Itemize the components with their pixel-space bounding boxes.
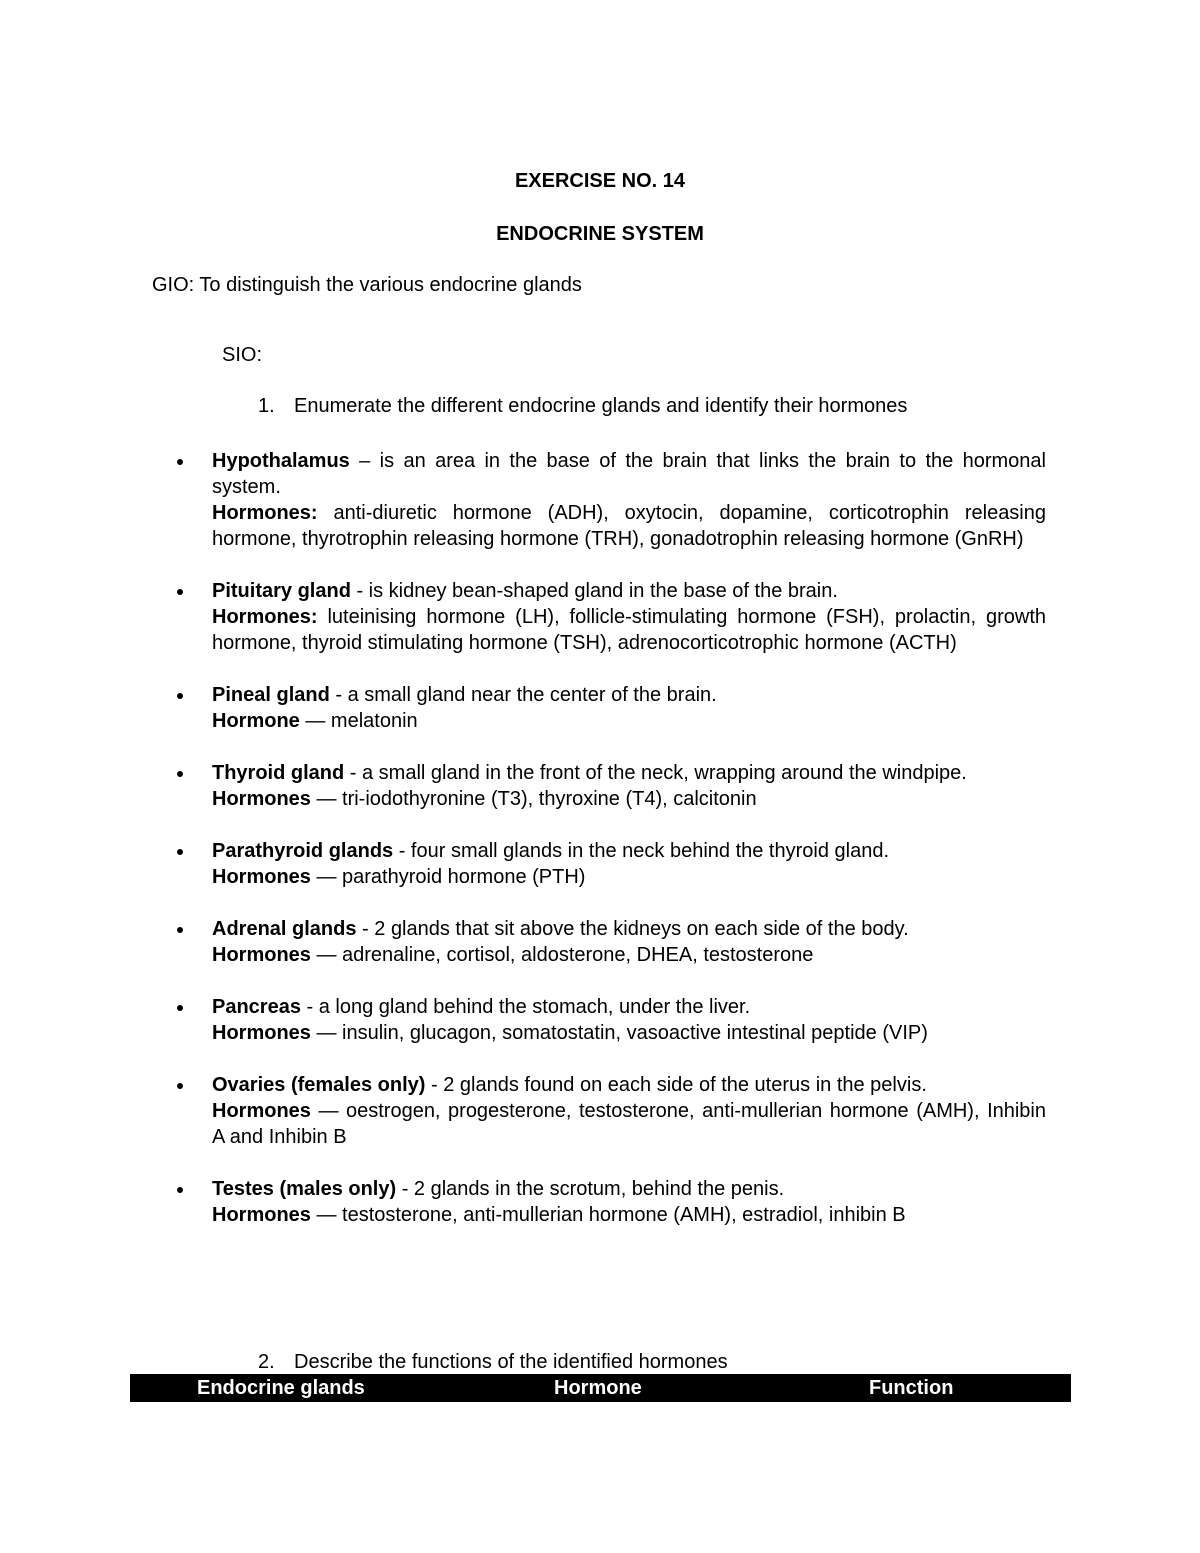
gland-name: Ovaries (females only) <box>212 1074 426 1096</box>
objective-text: Enumerate the different endocrine glands and identify their hormones <box>294 395 908 417</box>
hormone-label: Hormones: <box>212 606 318 628</box>
objective-item <box>258 1349 728 1375</box>
hormone-list: — oestrogen, progesterone, testosterone, anti-mullerian hormone (AMH), Inhibin A and Inhibin B <box>212 1100 1046 1148</box>
hormone-label: Hormones <box>212 1100 311 1122</box>
bullet-icon <box>177 693 183 699</box>
hormone-list: — tri-iodothyronine (T3), thyroxine (T4), calcitonin <box>310 788 757 810</box>
bullet-icon <box>177 1005 183 1011</box>
hormone-list: — testosterone, anti-mullerian hormone (AMH), estradiol, inhibin B <box>310 1204 906 1226</box>
hormone-label: Hormones <box>212 866 311 888</box>
list-item <box>170 1176 1046 1228</box>
gland-description: - is kidney bean-shaped gland in the base of the brain. <box>350 580 838 602</box>
objective-number: 1. <box>258 395 275 417</box>
exercise-title: EXERCISE NO. 14 <box>514 170 686 192</box>
page-title: ENDOCRINE SYSTEM <box>496 223 704 245</box>
column-header-hormone: Hormone <box>554 1377 642 1399</box>
bullet-icon <box>177 849 183 855</box>
list-item <box>170 682 1046 734</box>
bullet-icon <box>177 589 183 595</box>
gland-description: - 2 glands in the scrotum, behind the penis. <box>396 1178 785 1200</box>
hormone-list: — parathyroid hormone (PTH) <box>310 866 586 888</box>
bullet-icon <box>177 1187 183 1193</box>
gland-description: - a long gland behind the stomach, under the liver. <box>300 996 751 1018</box>
list-item <box>170 1072 1046 1150</box>
gio-text: GIO: To distinguish the various endocrine glands <box>152 274 582 296</box>
hormone-list: anti-diuretic hormone (ADH), oxytocin, dopamine, corticotrophin releasing hormone, thyrotrophin releasing hormone (TRH), gonadotrophin releasing hormone (GnRH) <box>212 502 1046 550</box>
hormone-label: Hormones: <box>212 502 318 524</box>
objective-text: Describe the functions of the identified hormones <box>294 1351 728 1373</box>
gland-description: - a small gland in the front of the neck, wrapping around the windpipe. <box>344 762 967 784</box>
gland-description: - four small glands in the neck behind the thyroid gland. <box>393 840 890 862</box>
hormone-list: — adrenaline, cortisol, aldosterone, DHEA, testosterone <box>310 944 814 966</box>
bullet-icon <box>177 927 183 933</box>
objective-item <box>258 393 907 419</box>
list-item <box>170 994 1046 1046</box>
list-item <box>170 916 1046 968</box>
hormone-list: — melatonin <box>299 710 418 732</box>
list-item <box>170 760 1046 812</box>
hormone-list: luteinising hormone (LH), follicle-stimulating hormone (FSH), prolactin, growth hormone, thyroid stimulating hormone (TSH), adrenocorticotrophic hormone (ACTH) <box>212 606 1046 654</box>
hormone-label: Hormones <box>212 1204 311 1226</box>
gland-name: Hypothalamus <box>212 450 350 472</box>
gland-name: Pineal gland <box>212 684 330 706</box>
table-header-row <box>130 1374 1071 1402</box>
bullet-icon <box>177 1083 183 1089</box>
sio-label: SIO: <box>222 344 263 366</box>
gland-description: - 2 glands found on each side of the uterus in the pelvis. <box>425 1074 927 1096</box>
hormone-label: Hormones <box>212 788 311 810</box>
gland-description: – is an area in the base of the brain that links the brain to the hormonal system. <box>212 450 1046 498</box>
hormone-label: Hormones <box>212 1022 311 1044</box>
gland-description: - 2 glands that sit above the kidneys on each side of the body. <box>356 918 909 940</box>
gland-name: Pituitary gland <box>212 580 351 602</box>
column-header-function: Function <box>869 1377 954 1399</box>
hormone-label: Hormone <box>212 710 300 732</box>
gland-name: Parathyroid glands <box>212 840 394 862</box>
hormone-list: — insulin, glucagon, somatostatin, vasoactive intestinal peptide (VIP) <box>310 1022 928 1044</box>
gland-name: Thyroid gland <box>212 762 345 784</box>
objective-number: 2. <box>258 1351 275 1373</box>
bullet-icon <box>177 459 183 465</box>
bullet-icon <box>177 771 183 777</box>
hormone-label: Hormones <box>212 944 311 966</box>
gland-description: - a small gland near the center of the brain. <box>329 684 717 706</box>
list-item <box>170 578 1046 656</box>
gland-name: Pancreas <box>212 996 301 1018</box>
gland-list <box>170 448 1046 1254</box>
gland-name: Adrenal glands <box>212 918 357 940</box>
column-header-glands: Endocrine glands <box>197 1377 365 1399</box>
list-item <box>170 838 1046 890</box>
gland-name: Testes (males only) <box>212 1178 397 1200</box>
list-item <box>170 448 1046 552</box>
